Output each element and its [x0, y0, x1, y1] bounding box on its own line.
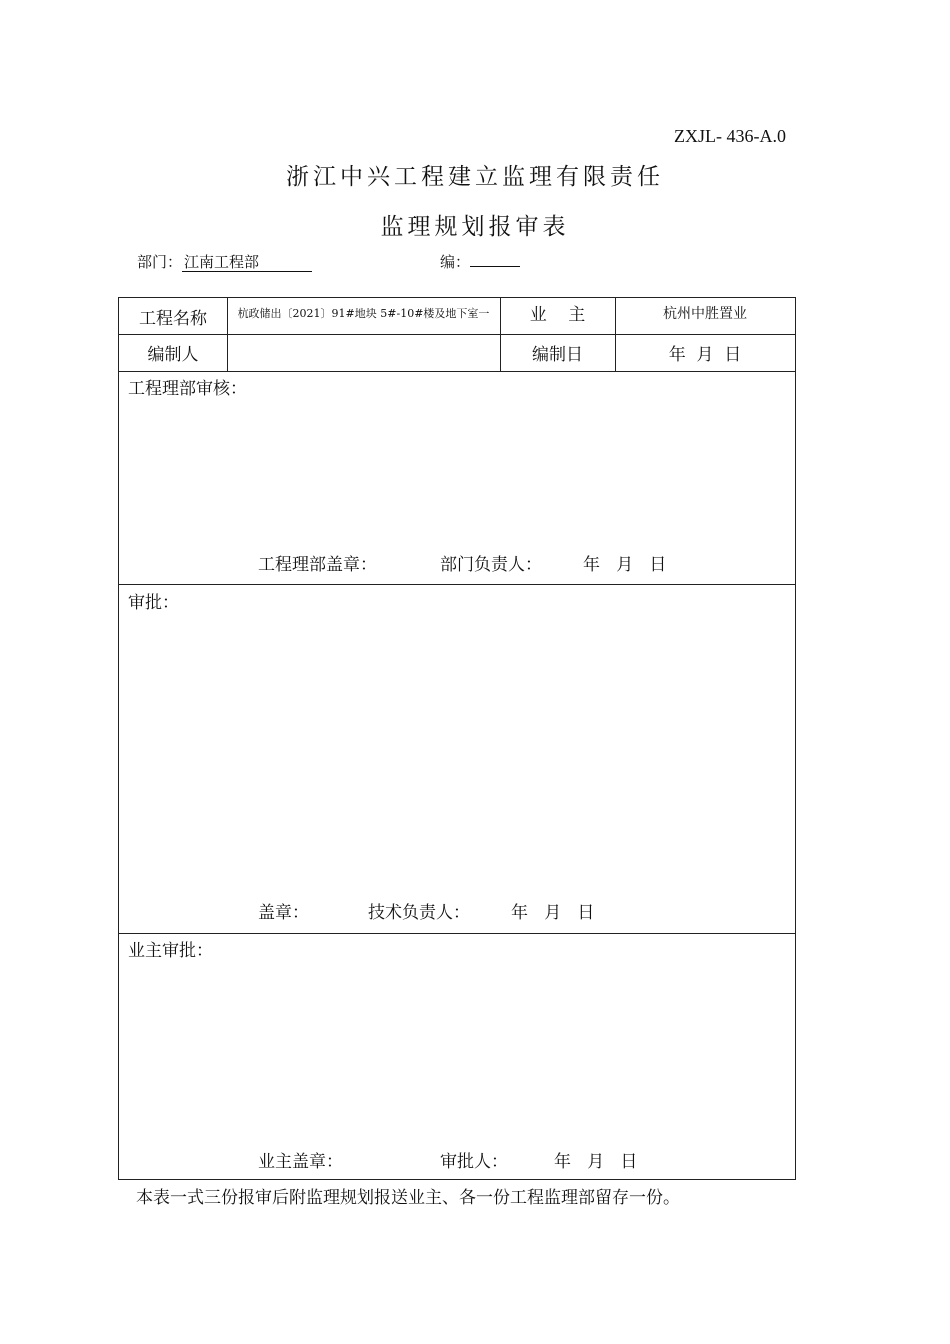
dept-label: 部门：: [137, 253, 183, 271]
divider: [119, 371, 795, 372]
date-label: 编制日: [532, 345, 583, 365]
approval-seal: 盖章：: [258, 903, 309, 923]
form-title: 监理规划报审表: [380, 214, 570, 240]
owner-approver: 审批人：: [440, 1152, 508, 1172]
owner-seal: 业主盖章：: [258, 1152, 343, 1172]
code-value: [470, 266, 520, 267]
dept-field: [137, 251, 312, 272]
author-value: [227, 334, 500, 371]
owner-approval-label: 业主审批：: [128, 941, 213, 961]
code-label: 编：: [440, 253, 471, 271]
divider: [119, 933, 795, 934]
approval-label: 审批：: [128, 593, 179, 613]
footer-note: 本表一式三份报审后附监理规划报送业主、各一份工程监理部留存一份。: [136, 1188, 680, 1208]
review-label: 工程理部审核：: [128, 379, 247, 399]
approval-date: 年 月 日: [511, 903, 595, 923]
document-code: ZXJL- 436-A.0: [674, 126, 786, 146]
date-value: 年 月 日: [668, 345, 742, 365]
review-seal: 工程理部盖章：: [258, 555, 377, 575]
approval-person: 技术负责人：: [368, 903, 470, 923]
review-form: [118, 297, 796, 1180]
project-name-label: 工程名称: [139, 308, 207, 329]
project-name-value: 杭政储出〔2021〕91#地块 5#-10#楼及地下室一: [237, 306, 490, 320]
code-field: [440, 251, 520, 272]
owner-label: 业 主: [529, 305, 586, 325]
company-title: 浙江中兴工程建立监理有限责任: [286, 164, 664, 190]
owner-value: 杭州中胜置业: [663, 305, 747, 322]
review-date: 年 月 日: [583, 555, 667, 575]
dept-value: 江南工程部: [182, 254, 312, 272]
divider: [119, 584, 795, 585]
owner-approval-date: 年 月 日: [554, 1152, 638, 1172]
review-person: 部门负责人：: [440, 555, 542, 575]
author-label: 编制人: [147, 345, 199, 365]
